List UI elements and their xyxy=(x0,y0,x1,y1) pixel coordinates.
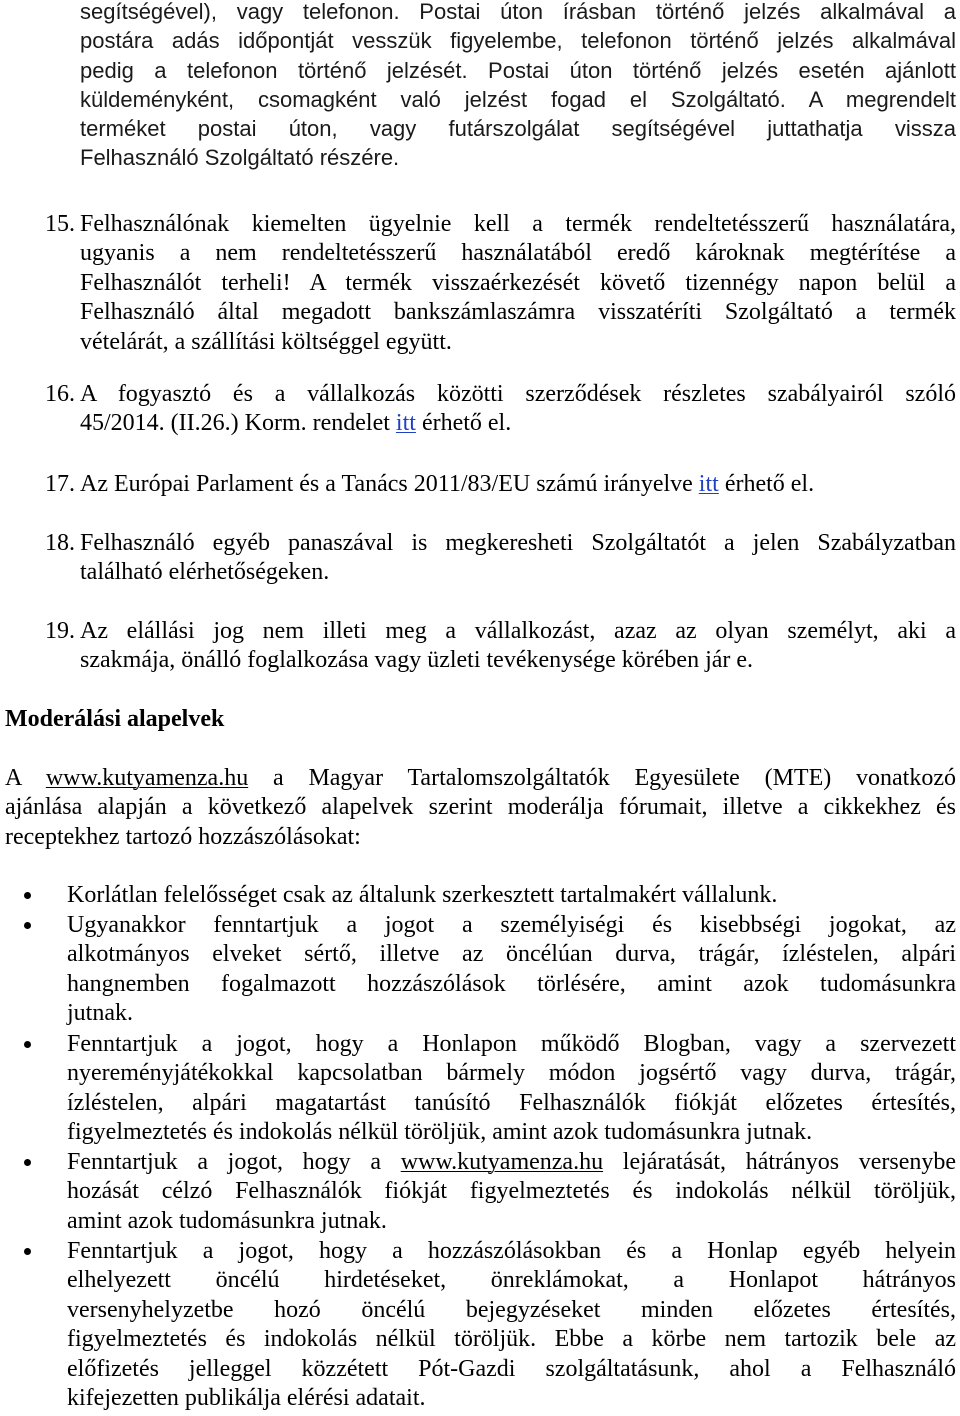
text-line xyxy=(80,646,956,675)
text-line xyxy=(80,0,956,26)
text-segment: vételárát, a szállítási költséggel együtt. xyxy=(80,328,452,355)
text-segment: postára adás időpontját vesszük figyelembe, telefonon történő jelzés alkalmával xyxy=(80,28,956,54)
text-segment: figyelmeztetés és indokolás nélkül töröljük, amint azok tudomásunkra jutnak. xyxy=(67,1119,813,1146)
text-segment: ajánlása alapján a következő alapelvek szerint moderálja fórumait, illetve a cikkekhez és xyxy=(5,794,956,821)
text-line xyxy=(80,210,956,239)
text-segment: szakmája, önálló foglalkozása vagy üzleti tevékenysége körében jár e. xyxy=(80,647,754,674)
text-segment: Ugyanakkor fenntartjuk a jogot a személyiségi és kisebbségi jogokat, az xyxy=(67,912,956,938)
text-line xyxy=(80,380,956,409)
bullet-text xyxy=(67,911,956,1029)
text-segment: Fenntartjuk a jogot, hogy a hozzászólásokban és a Honlap egyéb helyein xyxy=(67,1238,956,1264)
text-segment: elhelyezett öncélú hirdetéseket, önreklámokat, a Honlapot hátrányos xyxy=(67,1267,956,1294)
text-segment: hangnemben fogalmazott hozzászólások törlésére, amint azok tudomásunkra xyxy=(67,970,956,997)
text-segment: kifejezetten publikálja elérési adatait. xyxy=(67,1385,426,1412)
text-line xyxy=(67,1177,956,1206)
hyperlink[interactable]: itt xyxy=(698,471,719,497)
bullet-dot-icon xyxy=(24,1248,31,1255)
text-segment: küldeményként, csomagként való jelzést fogad el Szolgáltató. A megrendelt xyxy=(80,86,956,112)
text-line xyxy=(80,85,956,114)
text-segment: lejáratását, hátrányos versenybe xyxy=(603,1149,956,1175)
item-text xyxy=(80,210,956,357)
text-segment: előfizetés jelleggel közzétett Pót-Gazdi szolgáltatásunk, ahol a Felhasználó xyxy=(67,1355,956,1382)
text-segment: receptekhez tartozó hozzászólásokat: xyxy=(5,823,361,850)
text-segment: Az elállási jog nem illeti meg a vállalkozást, azaz az olyan személyt, aki a xyxy=(80,618,956,644)
text-segment: Felhasználó egyéb panaszával is megkeresheti Szolgáltatót a jelen Szabályzatban xyxy=(80,530,956,556)
text-segment: 45/2014. (II.26.) Korm. rendelet xyxy=(80,410,396,437)
text-line xyxy=(67,1355,956,1384)
text-segment: segítségével), vagy telefonon. Postai úton írásban történő jelzés alkalmával a xyxy=(80,0,956,24)
text-line xyxy=(67,1296,956,1325)
text-segment: Felhasználónak kiemelten ügyelnie kell a termék rendeltetésszerű használatára, xyxy=(80,211,956,237)
text-segment: Felhasználót terheli! A termék visszaérkezését követő tizennégy napon belül a xyxy=(80,269,956,296)
text-segment: hozását célzó Felhasználók fiókját figyelmeztetés és indokolás nélkül töröljük, xyxy=(67,1178,956,1205)
bullet-dot-icon xyxy=(24,922,31,929)
item-number: 15. xyxy=(45,211,75,237)
bullet-text xyxy=(67,1030,956,1148)
text-segment: pedig a telefonon történő jelzését. Postai úton történő jelzés esetén ajánlott xyxy=(80,57,956,83)
item-text xyxy=(80,380,956,439)
text-segment: Fenntartjuk a jogot, hogy a Honlapon működő Blogban, vagy a szervezett xyxy=(67,1031,956,1057)
text-segment: Felhasználó Szolgáltató részére. xyxy=(80,145,400,171)
text-line xyxy=(67,881,956,910)
hyperlink[interactable]: www.kutyamenza.hu xyxy=(400,1149,604,1175)
text-line xyxy=(67,911,956,940)
text-line xyxy=(67,1384,956,1413)
bullet-text xyxy=(67,1148,956,1236)
hyperlink[interactable]: www.kutyamenza.hu xyxy=(45,765,249,791)
text-line xyxy=(80,56,956,85)
text-segment: alkotmányos elveket sértő, illetve az öncélúan durva, trágár, ízléstelen, alpári xyxy=(67,941,956,968)
hyperlink[interactable]: itt xyxy=(395,410,416,437)
text-segment: versenyhelyzetbe hozó öncélú bejegyzéseket minden előzetes értesítés, xyxy=(67,1296,956,1323)
item-number: 17. xyxy=(45,471,75,497)
bullet-dot-icon xyxy=(24,892,31,899)
text-line xyxy=(67,1207,956,1236)
text-segment: jutnak. xyxy=(67,1000,133,1027)
text-line xyxy=(80,529,956,558)
text-line xyxy=(80,558,956,587)
section-heading: Moderálási alapelvek xyxy=(5,706,225,732)
text-line xyxy=(80,470,956,499)
text-segment: érhető el. xyxy=(415,410,512,437)
text-line xyxy=(5,793,956,822)
item-number: 18. xyxy=(45,530,75,556)
text-line xyxy=(67,940,956,969)
text-line xyxy=(67,1118,956,1147)
text-segment: ízléstelen, alpári magatartást tanúsító Felhasználók fiókját előzetes értesítés, xyxy=(67,1089,956,1116)
bullet-dot-icon xyxy=(24,1159,31,1166)
text-line xyxy=(67,1148,956,1177)
text-segment: érhető el. xyxy=(718,471,815,497)
text-line xyxy=(67,970,956,999)
text-line xyxy=(80,328,956,357)
text-line xyxy=(67,999,956,1028)
item-text xyxy=(80,470,956,499)
text-segment: található elérhetőségeken. xyxy=(80,559,330,586)
text-segment: Az Európai Parlament és a Tanács 2011/83/EU számú irányelve xyxy=(80,471,699,497)
text-line xyxy=(80,26,956,55)
item-text xyxy=(80,529,956,588)
text-line xyxy=(80,617,956,646)
text-line xyxy=(5,764,956,793)
text-line xyxy=(67,1030,956,1059)
text-segment: A fogyasztó és a vállalkozás közötti szerződések részletes szabályairól szóló xyxy=(80,381,956,407)
text-segment: Korlátlan felelősséget csak az általunk szerkesztett tartalmakért vállalunk. xyxy=(67,882,778,908)
text-line xyxy=(80,239,956,268)
text-segment: nyereményjátékokkal kapcsolatban bármely módon jogsértő vagy durva, trágár, xyxy=(67,1060,956,1087)
text-segment: Felhasználó által megadott bankszámlaszámra visszatéríti Szolgáltató a termék xyxy=(80,299,956,326)
text-line xyxy=(67,1266,956,1295)
text-line xyxy=(80,114,956,143)
intro-paragraph xyxy=(80,0,956,173)
bullet-text xyxy=(67,881,956,910)
text-segment: amint azok tudomásunkra jutnak. xyxy=(67,1207,387,1234)
text-segment: A xyxy=(5,765,46,791)
text-segment: terméket postai úton, vagy futárszolgálat segítségével juttathatja vissza xyxy=(80,116,956,142)
text-segment: figyelmeztetés és indokolás nélkül töröljük. Ebbe a körbe nem tartozik bele az xyxy=(67,1326,956,1353)
bullet-text xyxy=(67,1237,956,1413)
text-segment: a Magyar Tartalomszolgáltatók Egyesülete (MTE) vonatkozó xyxy=(248,765,956,791)
text-line xyxy=(80,269,956,298)
text-segment: ugyanis a nem rendeltetésszerű használatából eredő károknak megtérítése a xyxy=(80,240,956,267)
text-segment: Fenntartjuk a jogot, hogy a xyxy=(67,1149,401,1175)
item-number: 16. xyxy=(45,381,75,407)
bullet-dot-icon xyxy=(24,1041,31,1048)
item-text xyxy=(80,617,956,676)
text-line xyxy=(80,298,956,327)
text-line xyxy=(67,1089,956,1118)
text-line xyxy=(5,823,956,852)
text-line xyxy=(80,143,956,172)
text-line xyxy=(80,409,956,438)
item-number: 19. xyxy=(45,618,75,644)
text-line xyxy=(67,1059,956,1088)
moderation-intro-paragraph xyxy=(5,764,956,852)
text-line xyxy=(67,1237,956,1266)
text-line xyxy=(67,1325,956,1354)
